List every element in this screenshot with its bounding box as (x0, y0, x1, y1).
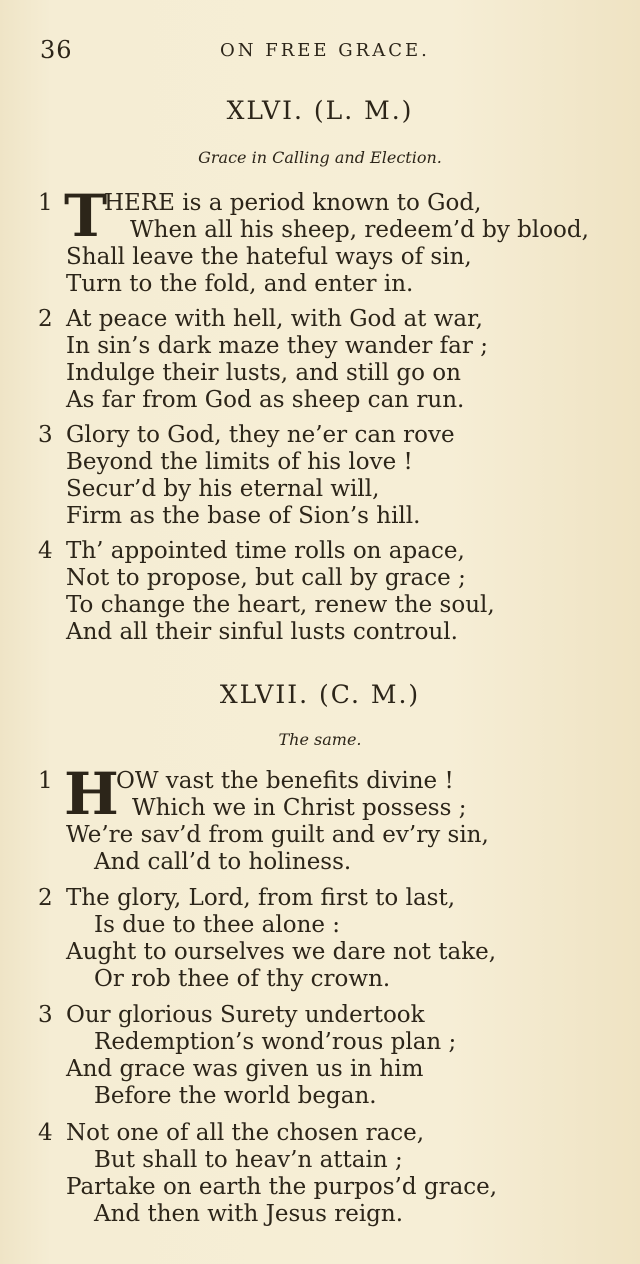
stanza-line (38, 795, 628, 822)
stanza-line (38, 1002, 628, 1029)
stanza-line (38, 244, 628, 271)
hymn-subtitle: Grace in Calling and Election. (198, 148, 442, 167)
verse-line: To change the heart, renew the soul, (66, 592, 495, 618)
verse-line: Our glorious Surety undertook (66, 1002, 425, 1028)
verse-line: Before the world began. (94, 1083, 377, 1109)
stanza-line (38, 1083, 628, 1110)
stanza (38, 422, 628, 530)
stanza-number: 2 (38, 306, 53, 332)
hymn-title: XLVII. (C. M.) (219, 680, 421, 709)
verse-line: Indulge their lusts, and still go on (66, 360, 461, 386)
stanza (38, 1120, 628, 1228)
verse-line: Beyond the limits of his love ! (66, 449, 413, 475)
stanza-line (38, 849, 628, 876)
verse-line: When all his sheep, redeem’d by blood, (130, 217, 589, 243)
stanza-line (38, 503, 628, 530)
hymn-subtitle: The same. (278, 730, 362, 749)
stanza-number: 4 (38, 538, 53, 564)
stanza-number: 1 (38, 190, 53, 216)
verse-line: Th’ appointed time rolls on apace, (66, 538, 465, 564)
stanza-line (38, 966, 628, 993)
stanza-line (38, 1174, 628, 1201)
verse-line: Aught to ourselves we dare not take, (66, 939, 497, 965)
stanza-line (38, 538, 628, 565)
verse-line: And grace was given us in him (66, 1056, 424, 1082)
drop-cap: H (64, 760, 119, 828)
stanza-line (38, 822, 628, 849)
verse-line: Shall leave the hateful ways of sin, (66, 244, 472, 270)
stanza-line (38, 619, 628, 646)
verse-line: And all their sinful lusts controul. (66, 619, 458, 645)
verse-line: Glory to God, they ne’er can rove (66, 422, 455, 448)
stanza-line (38, 449, 628, 476)
verse-line: Firm as the base of Sion’s hill. (66, 503, 421, 529)
stanza (38, 1002, 628, 1110)
stanza-number: 3 (38, 422, 53, 448)
stanza-line (38, 1029, 628, 1056)
stanza (38, 760, 628, 876)
stanza-line (38, 1056, 628, 1083)
stanza (38, 182, 628, 298)
stanza-line (38, 422, 628, 449)
stanza-number: 3 (38, 1002, 53, 1028)
stanza-line (38, 565, 628, 592)
verse-line: We’re sav’d from guilt and ev’ry sin, (66, 822, 489, 848)
stanza-line (38, 939, 628, 966)
verse-line: Which we in Christ possess ; (132, 795, 467, 821)
verse-line: Partake on earth the purpos’d grace, (66, 1174, 498, 1200)
stanza-line (38, 217, 628, 244)
stanza (38, 306, 628, 414)
verse-line: Or rob thee of thy crown. (94, 966, 391, 992)
stanza-line (38, 1201, 628, 1228)
stanza-line (38, 306, 628, 333)
verse-line: The glory, Lord, from first to last, (66, 885, 456, 911)
stanza (38, 538, 628, 646)
verse-line: And then with Jesus reign. (94, 1201, 404, 1227)
verse-line: OW vast the benefits divine ! (116, 768, 454, 794)
stanza-line (38, 333, 628, 360)
hymn-title: XLVI. (L. M.) (226, 96, 414, 125)
verse-line: Not one of all the chosen race, (66, 1120, 425, 1146)
stanza-line (38, 592, 628, 619)
stanza-number: 4 (38, 1120, 53, 1146)
verse-line: Redemption’s wond’rous plan ; (94, 1029, 457, 1055)
stanza-number: 2 (38, 885, 53, 911)
verse-line: But shall to heav’n attain ; (94, 1147, 403, 1173)
stanza (38, 885, 628, 993)
stanza-number: 1 (38, 768, 53, 794)
stanza-line (38, 360, 628, 387)
verse-line: As far from God as sheep can run. (66, 387, 465, 413)
stanza-line (38, 1120, 628, 1147)
stanza-line (38, 387, 628, 414)
page-number: 36 (40, 36, 73, 64)
drop-cap: T (64, 182, 108, 250)
stanza-line (38, 912, 628, 939)
stanza-line (38, 1147, 628, 1174)
stanza-line (38, 476, 628, 503)
verse-line: HERE is a period known to God, (104, 190, 482, 216)
verse-line: Secur’d by his eternal will, (66, 476, 380, 502)
verse-line: Is due to thee alone : (94, 912, 341, 938)
stanza-line (38, 885, 628, 912)
page-header (40, 36, 600, 66)
verse-line: In sin’s dark maze they wander far ; (66, 333, 488, 359)
verse-line: And call’d to holiness. (94, 849, 352, 875)
stanza-line (38, 271, 628, 298)
running-head: ON FREE GRACE. (220, 40, 430, 61)
verse-line: At peace with hell, with God at war, (66, 306, 483, 332)
verse-line: Turn to the fold, and enter in. (66, 271, 414, 297)
verse-line: Not to propose, but call by grace ; (66, 565, 466, 591)
